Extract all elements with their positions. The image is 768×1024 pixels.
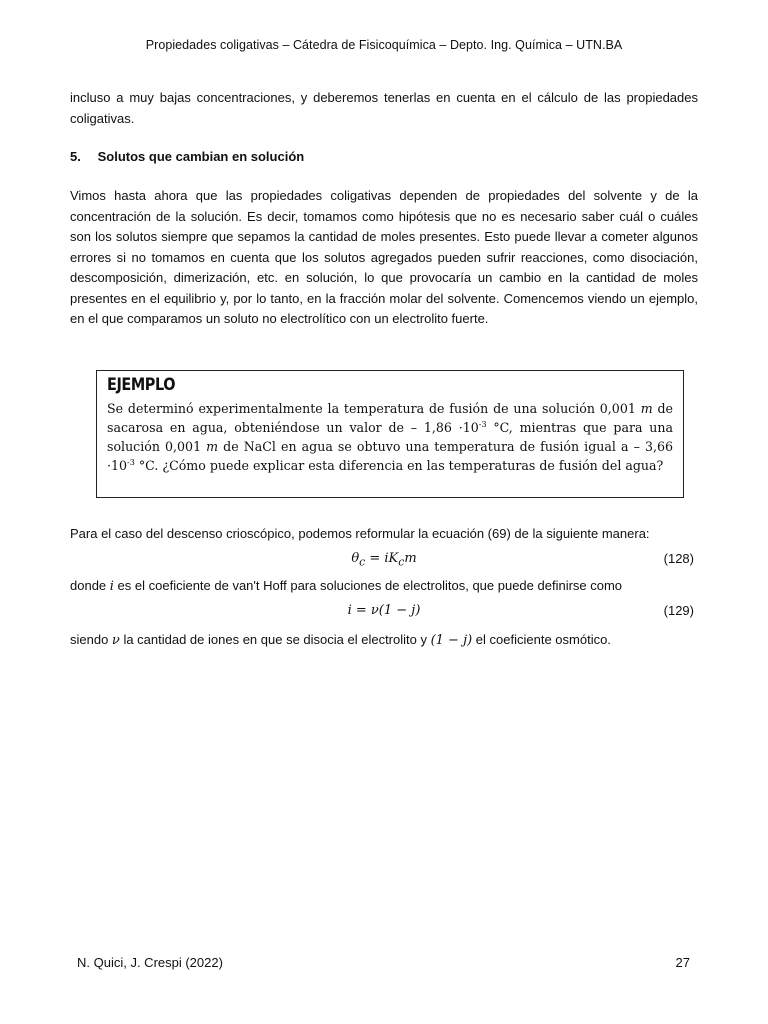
- exponent: -3: [127, 458, 135, 467]
- equation-129-expression: i = ν(1 − j): [347, 603, 421, 618]
- example-title: EJEMPLO: [107, 375, 176, 395]
- exponent: -3: [478, 420, 487, 429]
- paragraph-2: Vimos hasta ahora que las propiedades coligativas dependen de propiedades del solvente y de la concentración de la solución. Es decir, tomamos como hipótesis que no es necesario saber cuál o cuáles son los solutos siempre que sepamos la cantidad de moles presentes. Esto puede llevar a cometer algunos errores si no tomamos en cuenta que los solutos agregados pueden sufrir reacciones, como disociación, descomposición, dimerización, etc. en solución, lo que provocaría un cambio en la cantidad de moles presentes en el equilibrio y, por lo tanto, en la fracción molar del solvente. Comencemos viendo un ejemplo, en el que comparamos un soluto no electrolítico con un electrolito fuerte.: [70, 188, 698, 326]
- example-text: [107, 399, 673, 475]
- example-text-3: °C, mientras que para una solución 0,001: [107, 420, 673, 454]
- running-header: Propiedades coligativas – Cátedra de Fisicoquímica – Depto. Ing. Química – UTN.BA: [145, 38, 623, 52]
- equation-number: (128): [663, 551, 694, 566]
- section-title: Solutos que cambian en solución: [97, 149, 305, 164]
- equation-number: (129): [663, 603, 694, 618]
- paragraph-4: donde i es el coeficiente de van't Hoff para soluciones de electrolitos, que puede definirse como: [70, 578, 623, 594]
- example-text-5: °C. ¿Cómo puede explicar esta diferencia en las temperaturas de fusión del agua?: [134, 458, 664, 473]
- footer-authors: N. Quici, J. Crespi (2022): [77, 955, 223, 970]
- example-box: [96, 370, 684, 498]
- vant-hoff-symbol: i: [109, 579, 114, 594]
- ion-count-symbol: ν: [111, 633, 120, 648]
- section-heading: [70, 149, 304, 164]
- example-text-4: de NaCl en agua se obtuvo una temperatura de fusión igual a – 3,66 ·10: [107, 439, 673, 473]
- molality-symbol: m: [640, 401, 653, 416]
- page-number: 27: [675, 955, 690, 970]
- equation-128-expression: $\theta_c = iK_cm$: [351, 551, 417, 569]
- equation-129: [70, 603, 698, 623]
- paragraph-5: siendo ν la cantidad de iones en que se disocia el electrolito y (1 − j) el coeficiente osmótico.: [70, 632, 611, 648]
- intro-paragraph: incluso a muy bajas concentraciones, y deberemos tenerlas en cuenta en el cálculo de las propiedades coligativas.: [70, 90, 698, 126]
- molality-symbol: m: [206, 439, 219, 454]
- example-text-2: de sacarosa en agua, obteniéndose un valor de – 1,86 ·10: [107, 401, 673, 435]
- equation-128: [70, 551, 698, 571]
- osmotic-coefficient-expr: (1 − j): [430, 633, 473, 648]
- example-text-1: Se determinó experimentalmente la temperatura de fusión de una solución 0,001: [107, 401, 641, 416]
- paragraph-3: Para el caso del descenso crioscópico, podemos reformular la ecuación (69) de la siguiente manera:: [70, 526, 650, 541]
- section-number: 5.: [70, 149, 81, 164]
